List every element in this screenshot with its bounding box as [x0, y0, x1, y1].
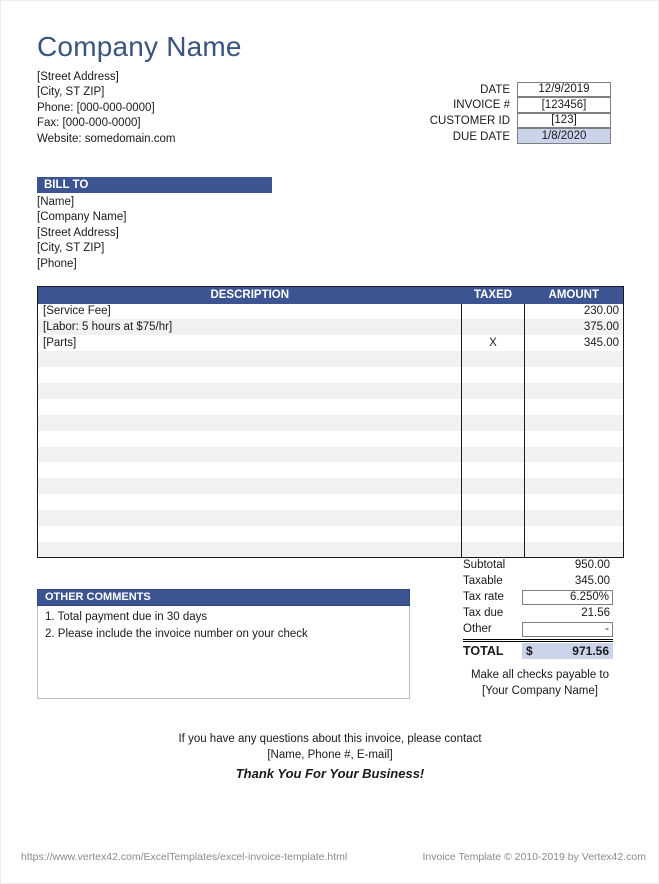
item-amount-cell[interactable] [525, 526, 624, 542]
item-amount-cell[interactable] [525, 351, 624, 367]
item-taxed-cell[interactable] [462, 447, 525, 463]
meta-label: DATE [480, 83, 510, 96]
table-row [38, 304, 624, 320]
table-row [38, 399, 624, 415]
meta-label: CUSTOMER ID [429, 114, 510, 127]
item-taxed-cell[interactable] [462, 399, 525, 415]
item-description-cell[interactable]: [Service Fee] [43, 305, 111, 318]
item-taxed-cell[interactable]: X [462, 335, 525, 351]
other-comments-header: OTHER COMMENTS [37, 589, 410, 606]
table-row [38, 462, 624, 478]
item-taxed-cell[interactable] [462, 542, 525, 558]
company-address-line: Website: somedomain.com [37, 132, 176, 145]
company-address [37, 70, 242, 147]
column-header-description: DESCRIPTION [38, 287, 462, 304]
footer-url: https://www.vertex42.com/ExcelTemplates/excel-invoice-template.html [21, 851, 348, 863]
totals-row [463, 621, 613, 637]
item-amount-cell[interactable] [525, 510, 624, 526]
totals-row [463, 557, 613, 573]
item-taxed-cell[interactable] [462, 510, 525, 526]
totals-value: 950.00 [574, 559, 610, 571]
table-row [38, 335, 624, 351]
totals-value: - [522, 622, 613, 637]
table-row [38, 510, 624, 526]
item-amount-cell[interactable] [525, 478, 624, 494]
contact-line: If you have any questions about this invoice, please contact [178, 733, 482, 745]
item-amount-cell[interactable] [525, 383, 624, 399]
totals-value: 6.250% [522, 590, 613, 605]
company-name: Company Name [37, 31, 242, 62]
closing-note [37, 732, 623, 781]
table-row [38, 431, 624, 447]
meta-row [430, 113, 611, 129]
contact-info: [Name, Phone #, E-mail] [267, 748, 393, 761]
total-row [463, 639, 613, 659]
company-address-line: [City, ST ZIP] [37, 86, 105, 99]
checks-payable-company: [Your Company Name] [482, 684, 598, 697]
thank-you-line: Thank You For Your Business! [235, 766, 425, 781]
item-description-cell[interactable] [38, 542, 462, 558]
item-amount-cell[interactable] [525, 462, 624, 478]
comment-line: 2. Please include the invoice number on your check [45, 627, 308, 640]
table-row [38, 319, 624, 335]
footer-copyright: Invoice Template © 2010-2019 by Vertex42.com [422, 851, 646, 863]
meta-label: INVOICE # [453, 99, 510, 112]
table-row [38, 494, 624, 510]
total-value-box [522, 643, 613, 659]
comment-line: 1. Total payment due in 30 days [45, 611, 208, 623]
table-row [38, 383, 624, 399]
meta-row [430, 129, 611, 145]
item-amount-cell[interactable] [525, 542, 624, 558]
item-taxed-cell[interactable] [462, 383, 525, 399]
item-taxed-cell[interactable] [462, 367, 525, 383]
item-description-cell[interactable] [38, 510, 462, 526]
totals-value: 345.00 [574, 575, 610, 587]
item-description-cell[interactable] [38, 383, 462, 399]
item-description-cell[interactable] [38, 462, 462, 478]
item-taxed-cell[interactable] [462, 415, 525, 431]
table-row [38, 542, 624, 558]
checks-payable-note [450, 668, 630, 699]
other-comments-body [37, 606, 410, 699]
totals-rows [463, 557, 613, 637]
totals-value: 21.56 [581, 607, 610, 619]
company-address-line: Phone: [000-000-0000] [37, 101, 155, 114]
totals-label: Taxable [463, 575, 503, 587]
meta-value-box[interactable]: 1/8/2020 [517, 128, 611, 144]
item-description-cell[interactable] [38, 431, 462, 447]
meta-value-box[interactable]: 12/9/2019 [517, 82, 611, 98]
item-amount-cell[interactable] [525, 399, 624, 415]
meta-value-box[interactable]: [123456] [517, 97, 611, 113]
item-taxed-cell[interactable] [462, 319, 525, 335]
table-row [38, 351, 624, 367]
item-taxed-cell[interactable] [462, 478, 525, 494]
meta-row [430, 98, 611, 114]
item-description-cell[interactable] [38, 494, 462, 510]
table-row [38, 367, 624, 383]
bill-to-header: BILL TO [37, 177, 272, 193]
item-amount-cell[interactable] [525, 431, 624, 447]
bill-to-line: [Phone] [37, 257, 77, 270]
column-header-amount: AMOUNT [525, 287, 624, 304]
totals-label: Tax rate [463, 591, 504, 603]
totals-row [463, 573, 613, 589]
item-taxed-cell[interactable] [462, 494, 525, 510]
item-amount-cell[interactable] [525, 367, 624, 383]
total-amount: 971.56 [572, 643, 609, 658]
items-table [37, 286, 624, 558]
item-description-cell[interactable] [38, 447, 462, 463]
meta-value-box[interactable]: [123] [517, 113, 611, 129]
other-comments-section [37, 589, 410, 699]
item-description-cell[interactable] [38, 526, 462, 542]
totals-label: Subtotal [463, 559, 506, 571]
item-taxed-cell[interactable] [462, 351, 525, 367]
item-description-cell[interactable]: [Labor: 5 hours at $75/hr] [43, 321, 173, 334]
item-taxed-cell[interactable] [462, 431, 525, 447]
company-header [37, 31, 242, 147]
checks-payable-line: Make all checks payable to [470, 669, 610, 681]
item-amount-cell[interactable]: 345.00 [583, 337, 619, 350]
item-description-cell[interactable] [38, 399, 462, 415]
bill-to-lines [37, 193, 272, 272]
item-amount-cell[interactable] [525, 415, 624, 431]
table-row [38, 478, 624, 494]
table-row [38, 526, 624, 542]
items-table-header-row [38, 287, 624, 304]
invoice-meta [430, 82, 611, 144]
item-taxed-cell[interactable] [462, 304, 525, 320]
company-address-line: Fax: [000-000-0000] [37, 117, 141, 130]
item-amount-cell[interactable]: 375.00 [583, 321, 619, 334]
table-row [38, 415, 624, 431]
item-amount-cell[interactable] [525, 447, 624, 463]
meta-label: DUE DATE [452, 130, 510, 143]
item-description-cell[interactable]: [Parts] [43, 337, 77, 350]
total-label: TOTAL [463, 643, 504, 658]
item-amount-cell[interactable] [525, 494, 624, 510]
totals-label: Tax due [463, 607, 504, 619]
item-taxed-cell[interactable] [462, 462, 525, 478]
item-description-cell[interactable] [38, 415, 462, 431]
totals-row [463, 605, 613, 621]
bill-to-line: [Company Name] [37, 211, 127, 224]
column-header-taxed: TAXED [462, 287, 525, 304]
totals-section [463, 557, 613, 659]
item-description-cell[interactable] [38, 478, 462, 494]
item-description-cell[interactable] [38, 367, 462, 383]
page-footer [21, 851, 646, 863]
bill-to-line: [Street Address] [37, 226, 119, 239]
totals-label: Other [463, 623, 492, 635]
item-description-cell[interactable] [38, 351, 462, 367]
totals-row [463, 589, 613, 605]
meta-row [430, 82, 611, 98]
bill-to-line: [Name] [37, 196, 75, 208]
company-address-line: [Street Address] [37, 71, 119, 83]
bill-to-section [37, 177, 272, 272]
bill-to-line: [City, ST ZIP] [37, 242, 105, 255]
item-taxed-cell[interactable] [462, 526, 525, 542]
currency-symbol: $ [526, 643, 533, 658]
item-amount-cell[interactable]: 230.00 [583, 305, 619, 318]
table-row [38, 447, 624, 463]
